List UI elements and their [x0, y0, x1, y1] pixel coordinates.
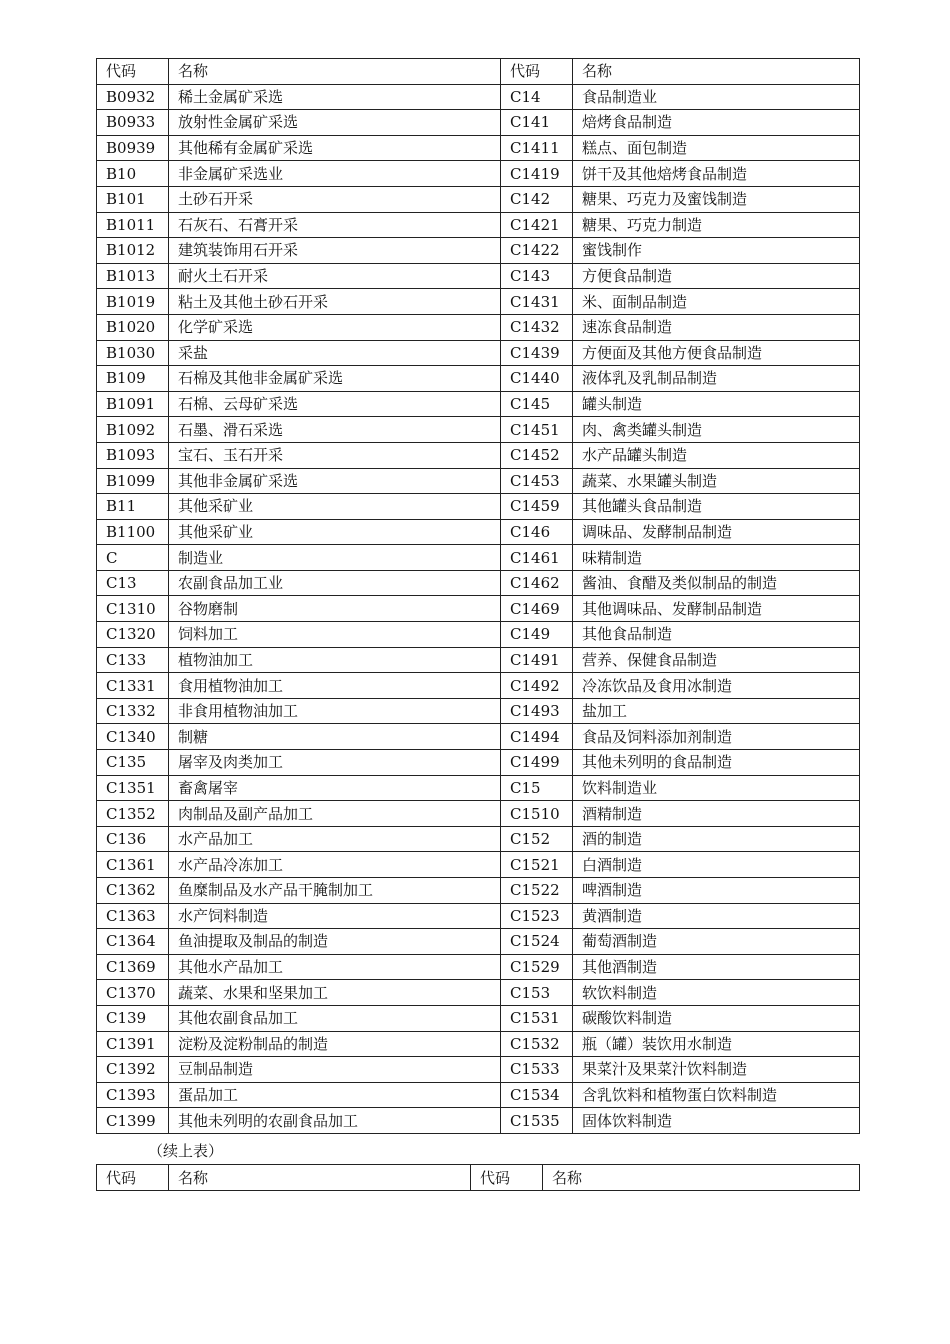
code-cell: C1364 [97, 929, 169, 955]
table-row [97, 494, 860, 520]
code-cell: C141 [501, 110, 573, 136]
name-cell: 耐火土石开采 [169, 263, 501, 289]
table-row [97, 468, 860, 494]
code-cell: C145 [501, 391, 573, 417]
code-cell: C1452 [501, 442, 573, 468]
name-cell: 葡萄酒制造 [573, 929, 860, 955]
code-cell: B1099 [97, 468, 169, 494]
name-cell: 瓶（罐）装饮用水制造 [573, 1031, 860, 1057]
name-cell: 速冻食品制造 [573, 314, 860, 340]
code-cell: C1370 [97, 980, 169, 1006]
name-cell: 采盐 [169, 340, 501, 366]
table-row [97, 186, 860, 212]
name-cell: 鱼糜制品及水产品干腌制加工 [169, 878, 501, 904]
name-cell: 石棉及其他非金属矿采选 [169, 366, 501, 392]
table-row [97, 826, 860, 852]
name-cell: 固体饮料制造 [573, 1108, 860, 1134]
code-cell: C139 [97, 1005, 169, 1031]
code-cell: C1521 [501, 852, 573, 878]
table-row [97, 954, 860, 980]
code-cell: B1092 [97, 417, 169, 443]
table-row [97, 980, 860, 1006]
code-cell: C1493 [501, 698, 573, 724]
code-cell: C1419 [501, 161, 573, 187]
code-cell: C1494 [501, 724, 573, 750]
code-cell: C142 [501, 186, 573, 212]
name-cell: 盐加工 [573, 698, 860, 724]
code-cell: C1340 [97, 724, 169, 750]
code-cell: C1439 [501, 340, 573, 366]
code-cell: C1535 [501, 1108, 573, 1134]
table-row [97, 929, 860, 955]
name-cell: 稀土金属矿采选 [169, 84, 501, 110]
table-row [97, 366, 860, 392]
name-cell: 制糖 [169, 724, 501, 750]
name-cell: 淀粉及淀粉制品的制造 [169, 1031, 501, 1057]
table-body [97, 59, 860, 1134]
table-row [97, 1082, 860, 1108]
name-cell: 鱼油提取及制品的制造 [169, 929, 501, 955]
code-cell: C1411 [501, 135, 573, 161]
header-name: 名称 [169, 1165, 471, 1191]
code-cell: B1020 [97, 314, 169, 340]
name-cell: 其他调味品、发酵制品制造 [573, 596, 860, 622]
name-cell: 软饮料制造 [573, 980, 860, 1006]
name-cell: 食品制造业 [573, 84, 860, 110]
code-cell: B0939 [97, 135, 169, 161]
table-row [97, 1057, 860, 1083]
table-row [97, 570, 860, 596]
name-cell: 其他未列明的农副食品加工 [169, 1108, 501, 1134]
name-cell: 蔬菜、水果罐头制造 [573, 468, 860, 494]
code-cell: C1529 [501, 954, 573, 980]
header-code: 代码 [97, 1165, 169, 1191]
table-row [97, 161, 860, 187]
name-cell: 农副食品加工业 [169, 570, 501, 596]
table-row [97, 596, 860, 622]
code-cell: C149 [501, 622, 573, 648]
name-cell: 糖果、巧克力制造 [573, 212, 860, 238]
code-cell: C1462 [501, 570, 573, 596]
code-cell: C1453 [501, 468, 573, 494]
table-row [97, 545, 860, 571]
table-row [97, 314, 860, 340]
table-row [97, 417, 860, 443]
name-cell: 屠宰及肉类加工 [169, 750, 501, 776]
code-cell: B1093 [97, 442, 169, 468]
code-cell: C1461 [501, 545, 573, 571]
industry-code-table [96, 58, 860, 1134]
continuation-note: （续上表） [148, 1142, 224, 1160]
code-cell: C15 [501, 775, 573, 801]
code-cell: C1451 [501, 417, 573, 443]
table-row [97, 442, 860, 468]
code-cell: C1432 [501, 314, 573, 340]
table-row [97, 878, 860, 904]
code-cell: B109 [97, 366, 169, 392]
table-row [97, 238, 860, 264]
name-cell: 水产饲料制造 [169, 903, 501, 929]
code-cell: B11 [97, 494, 169, 520]
code-cell: C1532 [501, 1031, 573, 1057]
table-row [97, 84, 860, 110]
code-cell: C1534 [501, 1082, 573, 1108]
code-cell: C1392 [97, 1057, 169, 1083]
name-cell: 罐头制造 [573, 391, 860, 417]
code-cell: C1361 [97, 852, 169, 878]
name-cell: 非食用植物油加工 [169, 698, 501, 724]
name-cell: 酱油、食醋及类似制品的制造 [573, 570, 860, 596]
name-cell: 糕点、面包制造 [573, 135, 860, 161]
table-row [97, 724, 860, 750]
name-cell: 豆制品制造 [169, 1057, 501, 1083]
name-cell: 其他水产品加工 [169, 954, 501, 980]
name-cell: 植物油加工 [169, 647, 501, 673]
name-cell: 非金属矿采选业 [169, 161, 501, 187]
name-cell: 其他农副食品加工 [169, 1005, 501, 1031]
code-cell: C1363 [97, 903, 169, 929]
code-cell: C1332 [97, 698, 169, 724]
code-cell: C1491 [501, 647, 573, 673]
code-cell: B101 [97, 186, 169, 212]
name-cell: 饼干及其他焙烤食品制造 [573, 161, 860, 187]
name-cell: 放射性金属矿采选 [169, 110, 501, 136]
code-cell: B1100 [97, 519, 169, 545]
name-cell: 蜜饯制作 [573, 238, 860, 264]
table-row [97, 750, 860, 776]
code-cell: C1523 [501, 903, 573, 929]
code-cell: B1012 [97, 238, 169, 264]
code-cell: B1091 [97, 391, 169, 417]
table-row [97, 673, 860, 699]
name-cell: 其他食品制造 [573, 622, 860, 648]
name-cell: 焙烤食品制造 [573, 110, 860, 136]
header-name: 名称 [169, 59, 501, 85]
name-cell: 畜禽屠宰 [169, 775, 501, 801]
code-cell: C1531 [501, 1005, 573, 1031]
name-cell: 营养、保健食品制造 [573, 647, 860, 673]
code-cell: B1030 [97, 340, 169, 366]
code-cell: C1320 [97, 622, 169, 648]
name-cell: 肉、禽类罐头制造 [573, 417, 860, 443]
table-row [97, 852, 860, 878]
code-cell: C1524 [501, 929, 573, 955]
code-cell: B1019 [97, 289, 169, 315]
name-cell: 其他酒制造 [573, 954, 860, 980]
table-row [97, 391, 860, 417]
code-cell: C1522 [501, 878, 573, 904]
code-cell: C1440 [501, 366, 573, 392]
table-row [97, 647, 860, 673]
table-row [97, 1031, 860, 1057]
code-cell: C1533 [501, 1057, 573, 1083]
name-cell: 其他采矿业 [169, 494, 501, 520]
code-cell: C1422 [501, 238, 573, 264]
code-cell: C1431 [501, 289, 573, 315]
name-cell: 白酒制造 [573, 852, 860, 878]
name-cell: 酒的制造 [573, 826, 860, 852]
name-cell: 水产品加工 [169, 826, 501, 852]
name-cell: 其他未列明的食品制造 [573, 750, 860, 776]
name-cell: 石灰石、石膏开采 [169, 212, 501, 238]
header-row [97, 1165, 860, 1191]
name-cell: 其他稀有金属矿采选 [169, 135, 501, 161]
name-cell: 果菜汁及果菜汁饮料制造 [573, 1057, 860, 1083]
name-cell: 建筑装饰用石开采 [169, 238, 501, 264]
code-cell: C1399 [97, 1108, 169, 1134]
code-cell: C1469 [501, 596, 573, 622]
name-cell: 啤酒制造 [573, 878, 860, 904]
header-code: 代码 [471, 1165, 543, 1191]
name-cell: 谷物磨制 [169, 596, 501, 622]
name-cell: 味精制造 [573, 545, 860, 571]
code-cell: C146 [501, 519, 573, 545]
code-cell: C13 [97, 570, 169, 596]
name-cell: 其他非金属矿采选 [169, 468, 501, 494]
code-cell: C153 [501, 980, 573, 1006]
table-row [97, 263, 860, 289]
table-row [97, 1005, 860, 1031]
name-cell: 石墨、滑石采选 [169, 417, 501, 443]
code-cell: C1362 [97, 878, 169, 904]
code-cell: C1369 [97, 954, 169, 980]
name-cell: 化学矿采选 [169, 314, 501, 340]
table-row [97, 801, 860, 827]
code-cell: C136 [97, 826, 169, 852]
table-row [97, 340, 860, 366]
header-code: 代码 [97, 59, 169, 85]
name-cell: 宝石、玉石开采 [169, 442, 501, 468]
name-cell: 蛋品加工 [169, 1082, 501, 1108]
code-cell: B10 [97, 161, 169, 187]
table-row [97, 622, 860, 648]
table-row [97, 289, 860, 315]
name-cell: 黄酒制造 [573, 903, 860, 929]
code-cell: C1499 [501, 750, 573, 776]
name-cell: 方便食品制造 [573, 263, 860, 289]
code-cell: C1310 [97, 596, 169, 622]
table-row [97, 1108, 860, 1134]
name-cell: 粘土及其他土砂石开采 [169, 289, 501, 315]
table-row [97, 212, 860, 238]
name-cell: 米、面制品制造 [573, 289, 860, 315]
name-cell: 调味品、发酵制品制造 [573, 519, 860, 545]
name-cell: 其他罐头食品制造 [573, 494, 860, 520]
code-cell: C1510 [501, 801, 573, 827]
name-cell: 酒精制造 [573, 801, 860, 827]
name-cell: 饲料加工 [169, 622, 501, 648]
name-cell: 冷冻饮品及食用冰制造 [573, 673, 860, 699]
code-cell: C1331 [97, 673, 169, 699]
name-cell: 肉制品及副产品加工 [169, 801, 501, 827]
name-cell: 饮料制造业 [573, 775, 860, 801]
continuation-table [96, 1164, 860, 1191]
name-cell: 石棉、云母矿采选 [169, 391, 501, 417]
name-cell: 其他采矿业 [169, 519, 501, 545]
code-cell: C143 [501, 263, 573, 289]
code-cell: C1459 [501, 494, 573, 520]
name-cell: 糖果、巧克力及蜜饯制造 [573, 186, 860, 212]
header-code: 代码 [501, 59, 573, 85]
name-cell: 制造业 [169, 545, 501, 571]
code-cell: C1393 [97, 1082, 169, 1108]
table-row [97, 903, 860, 929]
table-row [97, 135, 860, 161]
code-cell: B1013 [97, 263, 169, 289]
name-cell: 液体乳及乳制品制造 [573, 366, 860, 392]
header-name: 名称 [573, 59, 860, 85]
table-row [97, 775, 860, 801]
code-cell: B0933 [97, 110, 169, 136]
header-row [97, 59, 860, 85]
code-cell: C152 [501, 826, 573, 852]
code-cell: C1351 [97, 775, 169, 801]
name-cell: 蔬菜、水果和坚果加工 [169, 980, 501, 1006]
name-cell: 含乳饮料和植物蛋白饮料制造 [573, 1082, 860, 1108]
name-cell: 水产品冷冻加工 [169, 852, 501, 878]
code-cell: C1492 [501, 673, 573, 699]
code-cell: C1352 [97, 801, 169, 827]
code-cell: B1011 [97, 212, 169, 238]
header-name: 名称 [543, 1165, 860, 1191]
name-cell: 碳酸饮料制造 [573, 1005, 860, 1031]
code-cell: C1421 [501, 212, 573, 238]
name-cell: 土砂石开采 [169, 186, 501, 212]
name-cell: 方便面及其他方便食品制造 [573, 340, 860, 366]
table-row [97, 110, 860, 136]
table-row [97, 698, 860, 724]
name-cell: 水产品罐头制造 [573, 442, 860, 468]
name-cell: 食品及饲料添加剂制造 [573, 724, 860, 750]
name-cell: 食用植物油加工 [169, 673, 501, 699]
table-row [97, 519, 860, 545]
code-cell: C135 [97, 750, 169, 776]
code-cell: C [97, 545, 169, 571]
code-cell: B0932 [97, 84, 169, 110]
code-cell: C1391 [97, 1031, 169, 1057]
code-cell: C133 [97, 647, 169, 673]
code-cell: C14 [501, 84, 573, 110]
